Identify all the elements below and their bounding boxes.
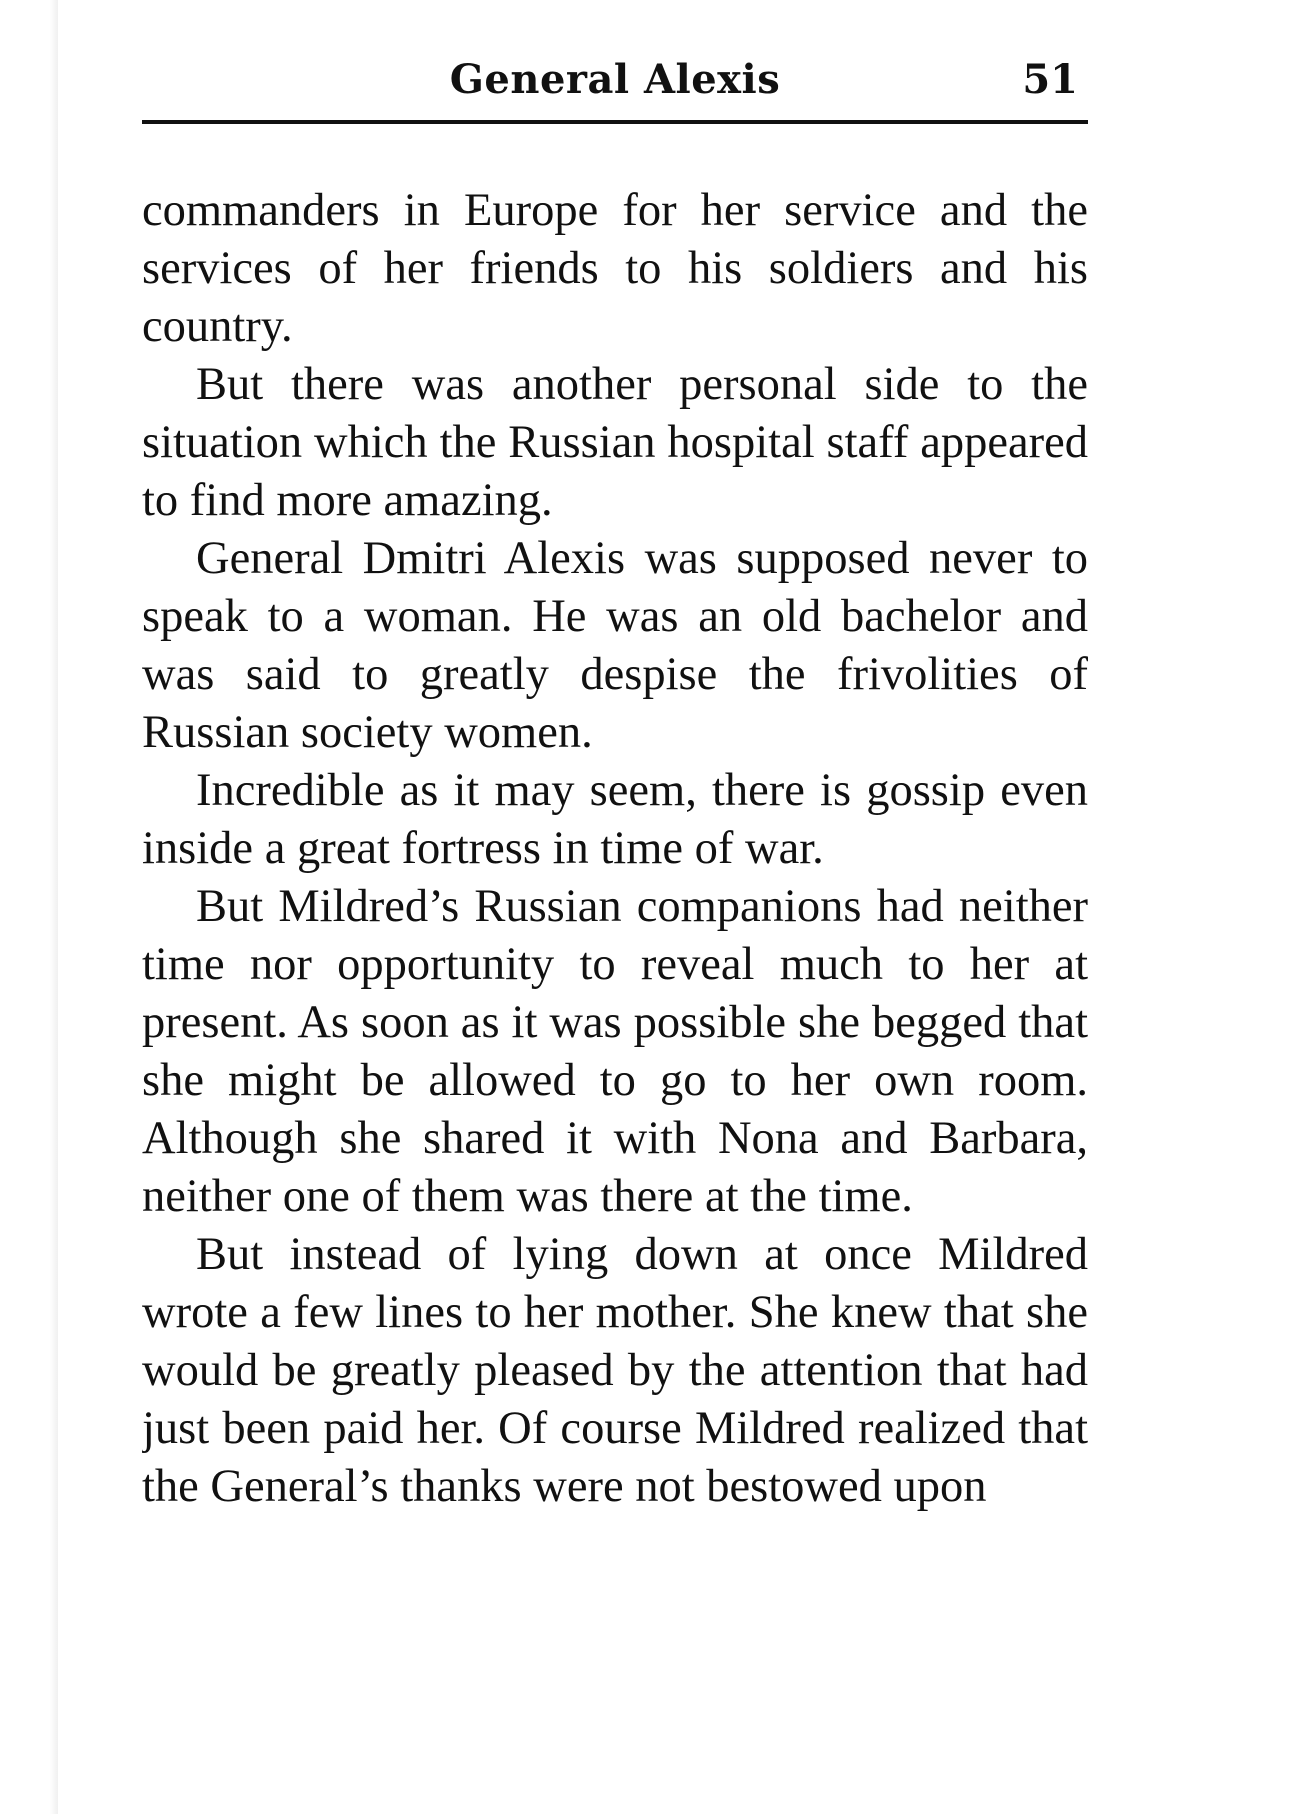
body-text [142, 182, 1088, 1742]
paragraph-2: But there was another personal side to the situation which the Russian hospital staff appeared to find more amazing. [142, 359, 1088, 526]
page-edge-shadow [0, 0, 58, 1814]
paragraph-3: General Dmitri Alexis was supposed never to speak to a woman. He was an old bachelor and was said to greatly despise the frivolities of Russian society women. [142, 533, 1088, 758]
running-title: General Alexis [449, 56, 781, 103]
running-header [142, 52, 1088, 116]
paragraph-1: commanders in Europe for her service and the services of her friends to his soldiers and his country. [142, 185, 1088, 352]
paragraph-6: But instead of lying down at once Mildred wrote a few lines to her mother. She knew that she would be greatly pleased by the attention that had just been paid her. Of course Mildred realized that the General’s thanks were not bestowed upon [142, 1229, 1088, 1512]
paragraph-5: But Mildred’s Russian companions had neither time nor opportunity to reveal much to her at present. As soon as it was possible she begged that she might be allowed to go to her own room. Although she shared it with Nona and Barbara, neither one of them was there at the time. [142, 881, 1088, 1222]
header-rule [142, 120, 1088, 124]
paragraph-4: Incredible as it may seem, there is gossip even inside a great fortress in time of war. [142, 765, 1088, 874]
page-number: 51 [1022, 56, 1078, 103]
